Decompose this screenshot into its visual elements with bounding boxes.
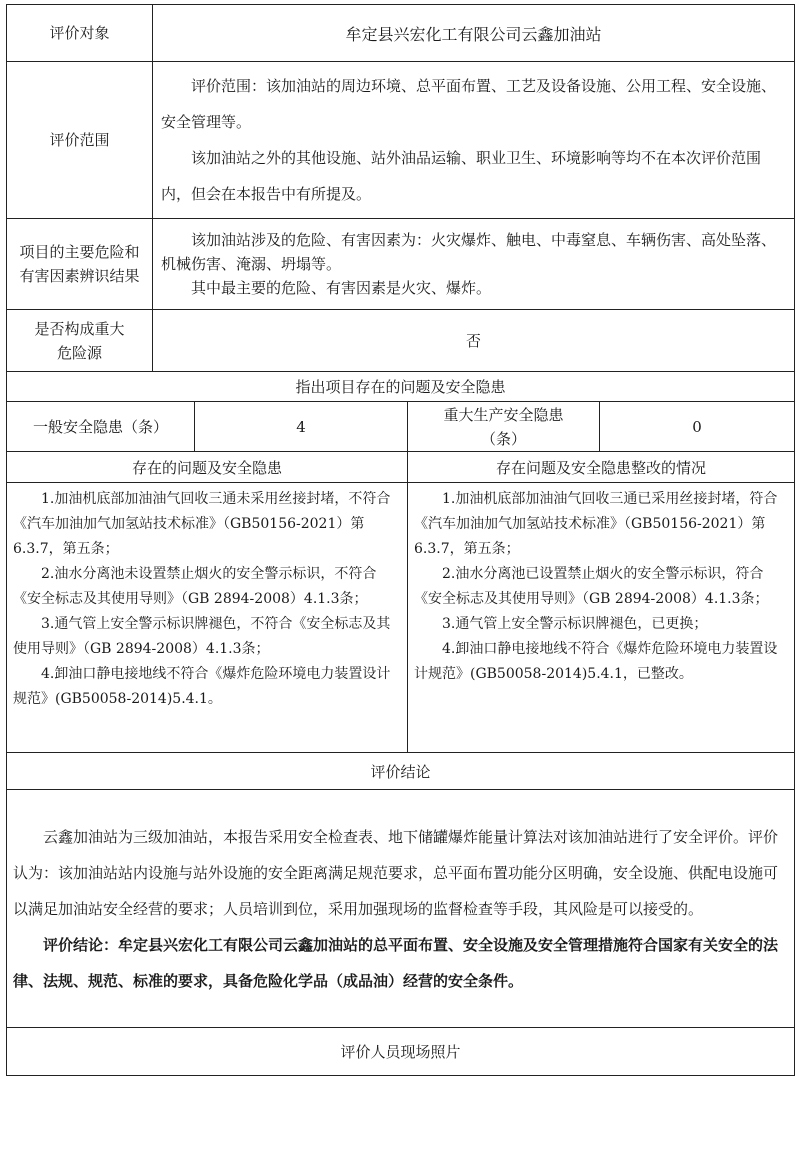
hazards-paragraph: 其中最主要的危险、有害因素是火灾、爆炸。 xyxy=(191,279,492,297)
rectification-list xyxy=(408,483,795,753)
list-item: 2.油水分离池未设置禁止烟火的安全警示标识，不符合《安全标志及其使用导则》（GB 2894-2008）4.1.3条； xyxy=(13,566,377,607)
issues-left-header: 存在的问题及安全隐患 xyxy=(7,452,408,483)
hazards-label: 项目的主要危险和有害因素辨识结果 xyxy=(7,219,153,310)
conclusion-header: 评价结论 xyxy=(7,753,795,790)
list-item: 3.通气管上安全警示标识牌褪色，不符合《安全标志及其使用导则》（GB 2894-2008）4.1.3条； xyxy=(13,616,391,657)
object-label: 评价对象 xyxy=(7,5,153,62)
list-item: 4.卸油口静电接地线不符合《爆炸危险环境电力装置设计规范》(GB50058-2014)5.4.1。 xyxy=(13,666,391,707)
object-value: 牟定县兴宏化工有限公司云鑫加油站 xyxy=(153,5,795,62)
major-hazard-label: 是否构成重大危险源 xyxy=(7,310,153,372)
conclusion-paragraph: 云鑫加油站为三级加油站，本报告采用安全检查表、地下储罐爆炸能量计算法对该加油站进行了安全评价。评价认为：该加油站站内设施与站外设施的安全距离满足规范要求，总平面布置功能分区明确，安全设施、供配电设施可以满足加油站安全经营的要求；人员培训到位，采用加强现场的监督检查等手段，其风险是可以接受的。 xyxy=(13,827,779,918)
list-item: 3.通气管上安全警示标识牌褪色，已更换； xyxy=(442,616,708,632)
general-hazard-count-label: 一般安全隐患（条） xyxy=(7,402,195,452)
evaluation-table xyxy=(6,4,795,1076)
evaluation-form xyxy=(6,4,794,1076)
issues-list xyxy=(7,483,408,753)
scope-paragraph: 该加油站之外的其他设施、站外油品运输、职业卫生、环境影响等均不在本次评价范围内，但会在本报告中有所提及。 xyxy=(161,149,762,203)
hazards-paragraph: 该加油站涉及的危险、有害因素为：火灾爆炸、触电、中毒窒息、车辆伤害、高处坠落、机械伤害、淹溺、坍塌等。 xyxy=(161,231,777,273)
issues-right-header: 存在问题及安全隐患整改的情况 xyxy=(408,452,795,483)
list-item: 1.加油机底部加油油气回收三通已采用丝接封堵，符合《汽车加油加气加氢站技术标准》（GB50156-2021）第6.3.7，第五条； xyxy=(414,491,778,557)
hazards-text xyxy=(153,219,795,310)
scope-label: 评价范围 xyxy=(7,62,153,219)
major-hazard-count-label: 重大生产安全隐患（条） xyxy=(408,402,600,452)
conclusion-text xyxy=(7,790,795,1028)
major-hazard-value: 否 xyxy=(153,310,795,372)
list-item: 4.卸油口静电接地线不符合《爆炸危险环境电力装置设计规范》(GB50058-2014)5.4.1，已整改。 xyxy=(414,641,778,682)
major-hazard-count-value: 0 xyxy=(600,402,795,452)
photos-header: 评价人员现场照片 xyxy=(7,1028,795,1076)
scope-text xyxy=(153,62,795,219)
general-hazard-count-value: 4 xyxy=(195,402,408,452)
list-item: 1.加油机底部加油油气回收三通未采用丝接封堵，不符合《汽车加油加气加氢站技术标准》（GB50156-2021）第6.3.7，第五条； xyxy=(13,491,391,557)
scope-paragraph: 评价范围：该加油站的周边环境、总平面布置、工艺及设备设施、公用工程、安全设施、安全管理等。 xyxy=(161,77,777,131)
list-item: 2.油水分离池已设置禁止烟火的安全警示标识，符合《安全标志及其使用导则》（GB 2894-2008）4.1.3条； xyxy=(414,566,769,607)
issues-header: 指出项目存在的问题及安全隐患 xyxy=(7,372,795,402)
conclusion-statement: 评价结论：牟定县兴宏化工有限公司云鑫加油站的总平面布置、安全设施及安全管理措施符合国家有关安全的法律、法规、规范、标准的要求，具备危险化学品（成品油）经营的安全条件。 xyxy=(13,935,779,990)
